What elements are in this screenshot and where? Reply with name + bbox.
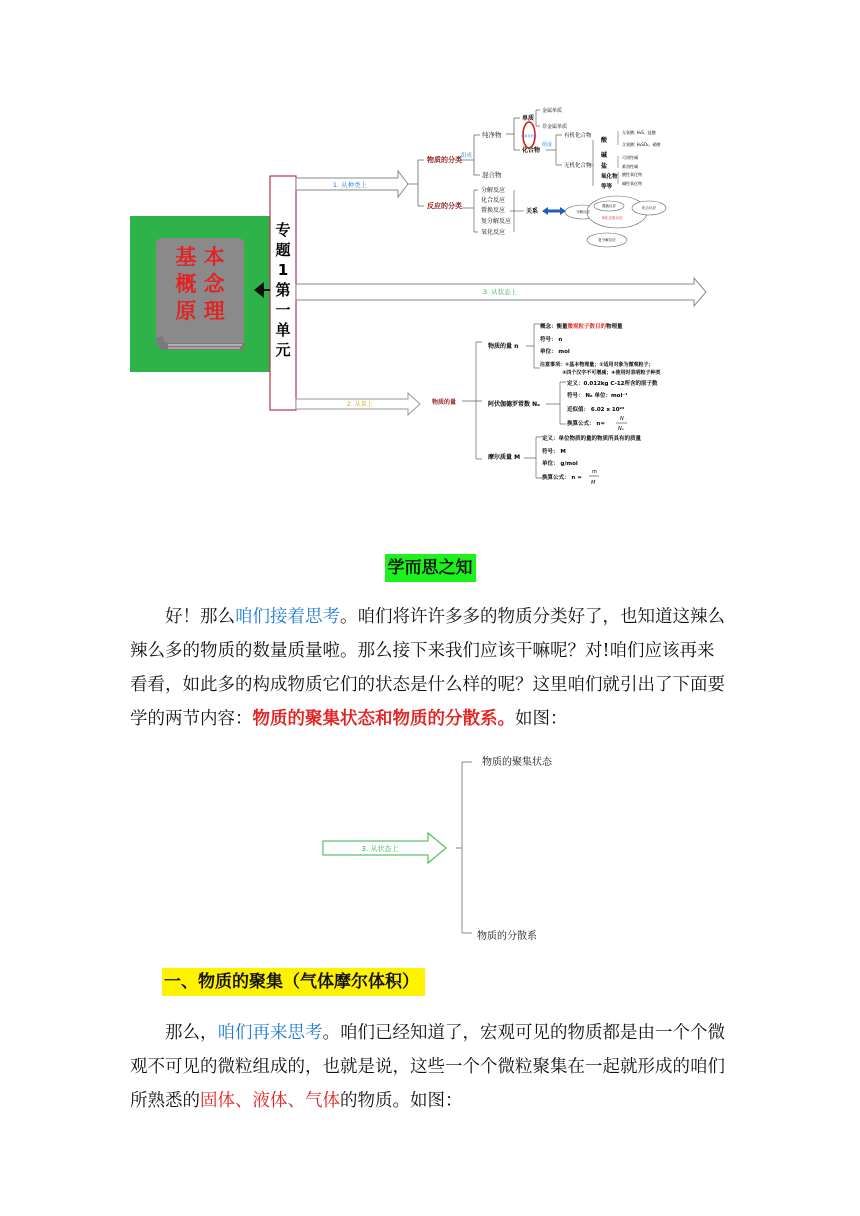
paragraph-2: [130, 1016, 732, 1118]
reaction-1: 分解反应: [481, 187, 506, 194]
oval-note: 同素异形体: [521, 134, 537, 138]
book-line-2: 概 念: [175, 272, 225, 296]
base-label: 碱: [601, 152, 608, 159]
venn-combine: 化合反应: [642, 206, 656, 210]
para1-text-3: 如图：: [515, 709, 568, 729]
n-title: 物质的量 n: [488, 343, 519, 350]
reaction-5: 氧化反应: [481, 229, 506, 236]
classify-root: 物质的分类: [427, 156, 462, 164]
venn-displace: 置换反应: [602, 204, 616, 208]
spine-char-6: 单: [275, 321, 291, 339]
element-label: 单质: [522, 115, 535, 122]
para1-highlight-red: 物质的聚集状态和物质的分散系。: [252, 709, 515, 729]
venn-double: 复分解反应: [598, 238, 616, 242]
m-frac-bot: M: [591, 480, 596, 486]
compound-label: 化合物: [522, 147, 541, 154]
m-frac-top: m: [592, 469, 597, 475]
metal-label: 金属单质: [542, 108, 563, 114]
m-formula: 换算公式： n =: [542, 475, 582, 481]
relation-label: 关系: [526, 208, 539, 215]
reaction-2: 化合反应: [481, 197, 506, 204]
n-note-2: ③四个汉字不可增减；④使用时表明粒子种类: [562, 370, 661, 376]
para2-text-1: 那么，: [165, 1023, 218, 1043]
oxide-1: 酸性氧化物: [622, 172, 642, 177]
heading-1-wrap: [162, 967, 425, 992]
small-top-label: 物质的聚集状态: [482, 757, 552, 768]
spine-char-1: 专: [275, 221, 291, 239]
mindmap-small: [0, 740, 860, 950]
spine-char-4: 第: [275, 281, 291, 299]
venn-decomp: 分解反应: [576, 210, 590, 214]
classify-tag: 组成: [461, 153, 473, 159]
double-arrow-icon: [542, 207, 566, 215]
na-title: 阿伏伽德罗常数 Nₐ: [488, 401, 540, 408]
para1-text-1: 好！那么: [165, 607, 235, 627]
organic-label: 有机化合物: [564, 133, 592, 139]
branch-3-label: 2. 从量上: [347, 401, 373, 408]
base-1: 可溶性碱: [622, 155, 638, 160]
oxide-2: 碱性氧化物: [622, 181, 642, 186]
para1-highlight-blue: 咱们接着思考: [235, 607, 340, 627]
na-def: 定义：0.012kg C-12所含的原子数: [567, 381, 658, 387]
acid-label: 酸: [601, 137, 608, 144]
spine-char-7: 元: [275, 341, 291, 359]
na-frac-top: N: [620, 416, 624, 422]
heading-1: 一、物质的聚集（气体摩尔体积）: [162, 968, 425, 996]
n-unit: 单位： mol: [540, 349, 570, 355]
etc-label: 等等: [601, 184, 613, 190]
salt-label: 盐: [601, 163, 608, 170]
n-symbol: 符号： n: [540, 337, 563, 343]
m-unit: 单位： g/mol: [542, 461, 578, 467]
n-def: 概念：衡量微观粒子数目的物理量: [540, 324, 623, 330]
m-title: 摩尔质量 M: [488, 454, 521, 461]
reaction-3: 置换反应: [481, 207, 506, 214]
na-symbol: 符号： Nₐ 单位：mol⁻¹: [567, 393, 628, 399]
para1-text-2: 。咱们将许许多多的物质分类好了，也知道这辣么辣么多的物质的数量质量啦。那么接下来我们应该干嘛呢？对!咱们应该再来看看，如此多的构成物质它们的状态是什么样的呢？这里咱们就引出了下面要学的两节内容：: [130, 607, 725, 729]
para2-highlight-blue: 咱们再来思考: [217, 1023, 323, 1043]
amount-root: 物质的量: [432, 399, 457, 406]
small-arrow-label: 3. 从状态上: [361, 845, 399, 853]
oxide-label: 氧化物: [601, 174, 618, 180]
acid-2: 含氧酸: H₂SO₄、硝酸: [622, 142, 661, 147]
na-frac-bot: Nₐ: [618, 426, 624, 432]
section-title-wrap: [0, 553, 860, 578]
pure-label: 纯净物: [482, 131, 502, 139]
reaction-4: 复分解反应: [481, 218, 512, 225]
venn-redox: 氧化还原反应: [601, 216, 623, 220]
small-bottom-label: 物质的分散系: [477, 931, 537, 942]
side-tag: 组成: [542, 142, 553, 148]
reaction-root: 反应的分类: [427, 202, 462, 210]
mindmap-top: [0, 0, 860, 520]
spine-char-2: 题: [275, 241, 291, 259]
na-formula: 换算公式： n=: [567, 421, 605, 427]
branch-2-label: 3. 从状态上: [482, 288, 518, 296]
m-symbol: 符号： M: [542, 449, 566, 455]
mixture-label: 混合物: [482, 171, 502, 179]
para2-text-3: 的物质。如图：: [340, 1091, 463, 1111]
paragraph-1: [130, 600, 732, 736]
nonmetal-label: 非金属单质: [542, 124, 568, 130]
spine-char-3: 1: [277, 261, 289, 279]
spine-char-5: 一: [275, 301, 291, 319]
book-line-3: 原 理: [175, 299, 225, 323]
section-title: 学而思之知: [385, 554, 476, 582]
para2-highlight-red: 固体、液体、气体: [200, 1091, 340, 1111]
para2-text-2: 。咱们已经知道了，宏观可见的物质都是由一个个微观不可见的微粒组成的，也就是说，这些一个个微粒聚集在一起就形成的咱们所熟悉的: [130, 1023, 725, 1111]
acid-1: 无氧酸: H₂S、盐酸: [622, 130, 656, 135]
m-def: 定义：单位物质的量的物质所具有的质量: [542, 436, 642, 442]
na-approx: 近似值： 6.02 x 10²³: [567, 407, 625, 413]
n-note-1: 注意事项：①基本物理量；②适用对象为微观粒子；: [540, 362, 654, 368]
book-line-1: 基 本: [175, 245, 225, 269]
base-2: 难溶性碱: [622, 164, 638, 169]
branch-1-label: 1. 从种类上: [332, 181, 368, 189]
inorganic-label: 无机化合物: [564, 163, 592, 169]
